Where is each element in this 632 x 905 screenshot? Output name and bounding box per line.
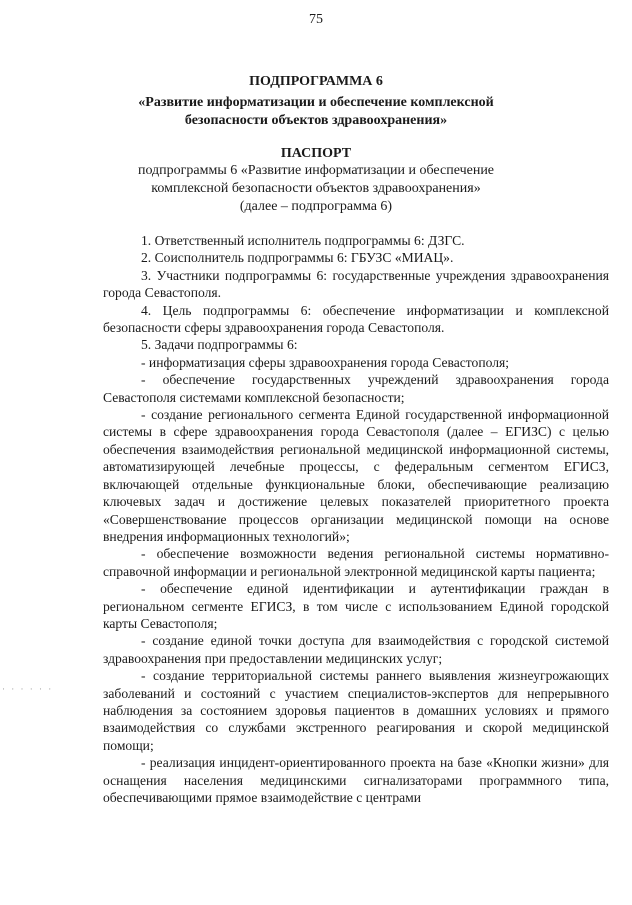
task-item: - создание единой точки доступа для взаимодействия с городской системой здравоохранения при предоставлении медицинских услуг; (103, 633, 609, 666)
paragraph-responsible: 1. Ответственный исполнитель подпрограммы 6: ДЗГС. (141, 233, 465, 248)
passport-subtitle-line-3: (далее – подпрограмма 6) (239, 199, 393, 214)
passport-subtitle-line-2: комплексной безопасности объектов здравоохранения» (151, 181, 481, 196)
task-item: - создание территориальной системы раннего выявления жизнеугрожающих заболеваний и состояний с участием специалистов-экспертов для непрерывного наблюдения за состоянием здоровья пациентов в домашних условиях и прямого взаимодействия со службами экстренного реагирования и скорой медицинской помощи; (103, 668, 609, 753)
scan-artifact: · · · · · · (2, 684, 54, 694)
task-item: - обеспечение государственных учреждений здравоохранения города Севастополя системами комплексной безопасности; (103, 372, 609, 405)
paragraph-participants: 3. Участники подпрограммы 6: государственные учреждения здравоохранения города Севастополя. (103, 267, 609, 301)
task-item: - обеспечение единой идентификации и аутентификации граждан в региональном сегменте ЕГИСЗ, в том числе с использованием Единой городской карты Севастополя; (103, 581, 609, 631)
task-item: - обеспечение возможности ведения региональной системы нормативно-справочной информации и региональной электронной медицинской карты пациента; (103, 546, 609, 579)
document-body (103, 232, 609, 806)
task-item: - реализация инцидент-ориентированного проекта на базе «Кнопки жизни» для оснащения населения медицинскими сигнализаторами программного типа, обеспечивающими прямое взаимодействие с центрами (103, 755, 609, 805)
passport-title: ПАСПОРТ (280, 146, 352, 161)
subprogram-title: ПОДПРОГРАММА 6 (249, 74, 383, 89)
paragraph-tasks-heading: 5. Задачи подпрограммы 6: (141, 337, 298, 353)
task-item: - информатизация сферы здравоохранения города Севастополя; (141, 354, 510, 370)
task-item: - создание регионального сегмента Единой государственной информационной системы в сфере здравоохранения города Севастополя (далее – ЕГИЗС) с целью обеспечения взаимодействия региональной медицинской информационной системы, автоматизирующей лечебные процессы, с федеральным сегментом ЕГИСЗ, включающей отдельные функциональные блоки, обеспечивающие реализацию ключевых задач и достижение целевых показателей приоритетного проекта «Совершенствование процессов организации медицинской помощи на основе внедрения информационных технологий»; (103, 407, 609, 544)
passport-subtitle-line-1: подпрограммы 6 «Развитие информатизации и обеспечение (137, 163, 495, 178)
page-number: 75 (309, 12, 323, 27)
subprogram-subtitle-line-2: безопасности объектов здравоохранения» (184, 113, 448, 128)
paragraph-coexecutor: 2. Соисполнитель подпрограммы 6: ГБУЗС «МИАЦ». (141, 250, 454, 266)
paragraph-goal: 4. Цель подпрограммы 6: обеспечение информатизации и комплексной безопасности сферы здравоохранения города Севастополя. (103, 302, 609, 336)
subprogram-subtitle-line-1: «Развитие информатизации и обеспечение комплексной (138, 95, 494, 110)
